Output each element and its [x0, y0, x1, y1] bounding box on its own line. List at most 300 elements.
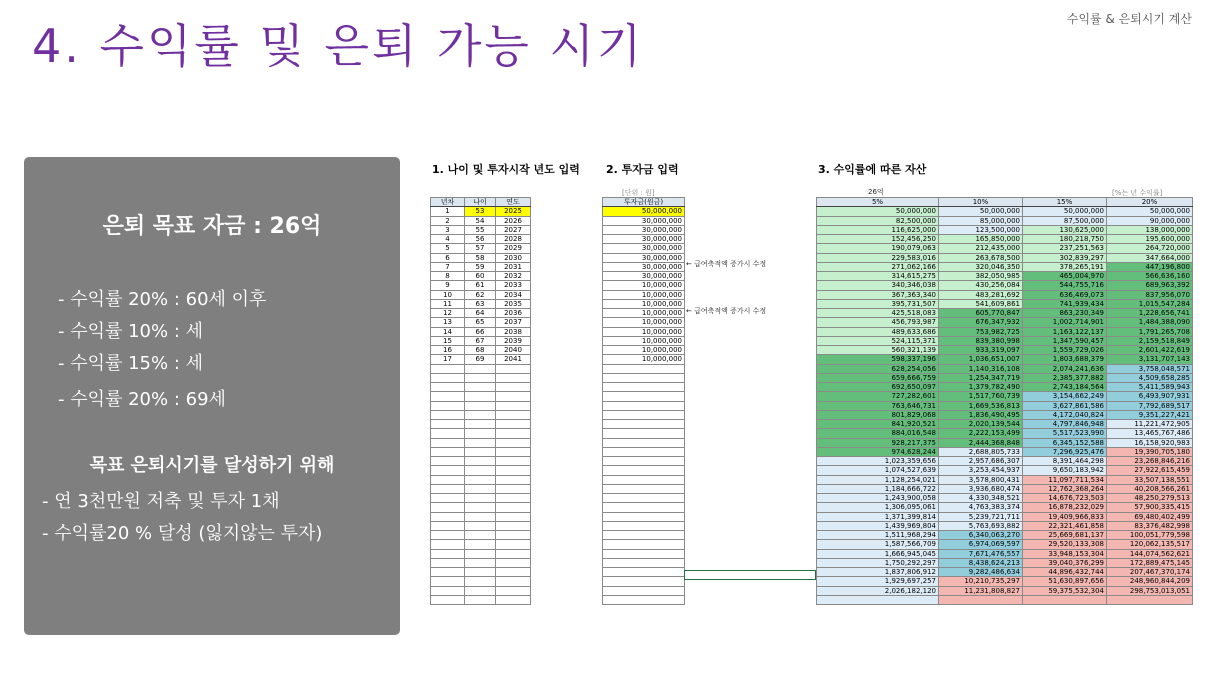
table-row	[431, 253, 531, 262]
table-cell	[465, 577, 496, 586]
table-row	[431, 373, 531, 382]
table-cell: 152,456,250	[817, 235, 939, 244]
table-cell: 10,210,735,297	[939, 577, 1023, 586]
table-row	[817, 235, 1193, 244]
table-row	[603, 558, 685, 567]
table-row	[603, 521, 685, 530]
table-row	[603, 216, 685, 225]
table-row	[603, 401, 685, 410]
table-cell: 50,000,000	[603, 207, 685, 216]
table-row	[431, 457, 531, 466]
table-row	[817, 327, 1193, 336]
table-cell: 30,000,000	[603, 272, 685, 281]
table-cell: 190,079,063	[817, 244, 939, 253]
table-cell: 456,793,987	[817, 318, 939, 327]
table-cell: 2038	[496, 327, 531, 336]
asset-table	[816, 197, 1193, 605]
table-cell: 1,587,566,709	[817, 540, 939, 549]
table-cell	[465, 429, 496, 438]
plan-item-2: - 수익률20 % 달성 (잃지않는 투자)	[42, 523, 323, 544]
table-row	[431, 383, 531, 392]
table-cell: 1	[431, 207, 465, 216]
table-row	[817, 447, 1193, 456]
col-header-invest: 투자금(원금)	[603, 198, 685, 207]
table-cell	[465, 549, 496, 558]
table-cell	[431, 521, 465, 530]
table-cell: 8,438,624,213	[939, 558, 1023, 567]
table-cell	[603, 429, 685, 438]
table-row	[603, 327, 685, 336]
table-cell	[431, 586, 465, 595]
table-row	[817, 383, 1193, 392]
table-cell	[496, 373, 531, 382]
table-row	[431, 327, 531, 336]
table-cell: 58	[465, 253, 496, 262]
table-cell: 6,340,063,270	[939, 531, 1023, 540]
table-cell: 347,664,000	[1107, 253, 1193, 262]
table-cell	[603, 447, 685, 456]
table-cell: 25,669,681,137	[1023, 531, 1107, 540]
table-cell: 69	[465, 355, 496, 364]
table-row	[817, 558, 1193, 567]
table-row	[817, 253, 1193, 262]
table-row	[603, 244, 685, 253]
table-row	[431, 216, 531, 225]
age-year-table	[430, 197, 531, 605]
table-cell: 3,131,707,143	[1107, 355, 1193, 364]
table-cell: 120,062,135,517	[1107, 540, 1193, 549]
table-row	[431, 207, 531, 216]
table-cell: 1,074,527,639	[817, 466, 939, 475]
col-header-rate: 20%	[1107, 198, 1193, 207]
table-cell	[431, 531, 465, 540]
table-cell: 10,000,000	[603, 290, 685, 299]
table-cell: 7,792,689,517	[1107, 401, 1193, 410]
table-cell: 425,518,083	[817, 309, 939, 318]
table-cell: 2037	[496, 318, 531, 327]
table-cell: 30,000,000	[603, 244, 685, 253]
table-cell	[465, 401, 496, 410]
table-cell: 884,016,548	[817, 429, 939, 438]
table-row	[817, 457, 1193, 466]
table-cell: 27,922,615,459	[1107, 466, 1193, 475]
table-cell: 1,015,547,284	[1107, 299, 1193, 308]
table-cell	[603, 484, 685, 493]
table-cell	[465, 410, 496, 419]
rate-line-1: - 수익률 20% : 60세 이후	[58, 289, 267, 310]
table-cell: 1,023,359,656	[817, 457, 939, 466]
table-cell	[496, 410, 531, 419]
table-cell: 2,159,518,849	[1107, 336, 1193, 345]
table-cell	[465, 484, 496, 493]
table-row	[431, 235, 531, 244]
table-cell: 55	[465, 225, 496, 234]
table-cell: 10,000,000	[603, 281, 685, 290]
table-cell	[431, 512, 465, 521]
table-cell: 1,254,347,719	[939, 373, 1023, 382]
table-cell	[817, 595, 939, 604]
table-cell	[465, 503, 496, 512]
table-row	[817, 318, 1193, 327]
table-cell: 6,345,152,588	[1023, 438, 1107, 447]
table-cell: 180,218,750	[1023, 235, 1107, 244]
table-cell	[465, 531, 496, 540]
table-cell: 50,000,000	[939, 207, 1023, 216]
table-row	[817, 364, 1193, 373]
table-cell: 524,115,371	[817, 336, 939, 345]
section1-title: 1. 나이 및 투자시작 년도 입력	[432, 163, 580, 176]
table-cell: 2027	[496, 225, 531, 234]
table-row	[603, 475, 685, 484]
table-cell	[603, 549, 685, 558]
table-cell	[603, 401, 685, 410]
table-cell: 207,467,370,174	[1107, 568, 1193, 577]
table-cell: 17	[431, 355, 465, 364]
table-cell: 54	[465, 216, 496, 225]
summary-box	[24, 157, 400, 635]
table-row	[431, 225, 531, 234]
table-cell: 4,509,658,285	[1107, 373, 1193, 382]
table-cell: 29,520,133,308	[1023, 540, 1107, 549]
table-cell: 7,671,476,557	[939, 549, 1023, 558]
table-cell: 367,363,340	[817, 290, 939, 299]
table-cell	[431, 595, 465, 604]
page-title: 4. 수익률 및 은퇴 가능 시기	[32, 19, 645, 73]
table-cell: 3	[431, 225, 465, 234]
table-row	[603, 392, 685, 401]
table-cell: 138,000,000	[1107, 225, 1193, 234]
table-cell: 8,391,464,298	[1023, 457, 1107, 466]
table-cell	[603, 558, 685, 567]
table-row	[603, 484, 685, 493]
table-cell: 130,625,000	[1023, 225, 1107, 234]
table-cell: 7,296,925,476	[1023, 447, 1107, 456]
table-cell	[603, 457, 685, 466]
table-cell: 10,000,000	[603, 309, 685, 318]
table-row	[431, 438, 531, 447]
table-cell: 1,803,688,379	[1023, 355, 1107, 364]
table-row	[817, 549, 1193, 558]
spreadsheet-image	[428, 155, 1198, 625]
table-cell: 636,469,073	[1023, 290, 1107, 299]
table-cell: 229,583,016	[817, 253, 939, 262]
table-cell	[603, 392, 685, 401]
table-row	[817, 299, 1193, 308]
table-cell	[431, 457, 465, 466]
table-cell: 465,004,970	[1023, 272, 1107, 281]
table-cell: 4	[431, 235, 465, 244]
table-row	[431, 503, 531, 512]
table-cell: 3,627,861,586	[1023, 401, 1107, 410]
table-cell: 1,002,714,901	[1023, 318, 1107, 327]
table-row	[817, 272, 1193, 281]
table-cell	[496, 466, 531, 475]
table-cell	[496, 392, 531, 401]
table-cell: 5,763,693,882	[939, 521, 1023, 530]
note-1: ← 급여축적액 증가시 수정	[686, 260, 767, 268]
table-cell: 598,337,196	[817, 355, 939, 364]
table-row	[817, 309, 1193, 318]
table-row	[817, 262, 1193, 271]
table-cell: 10,000,000	[603, 299, 685, 308]
table-row	[431, 272, 531, 281]
table-cell: 195,600,000	[1107, 235, 1193, 244]
table-cell: 2036	[496, 309, 531, 318]
table-cell: 928,217,375	[817, 438, 939, 447]
table-row	[817, 540, 1193, 549]
table-cell: 2039	[496, 336, 531, 345]
table-cell: 302,839,297	[1023, 253, 1107, 262]
table-row	[817, 401, 1193, 410]
table-cell	[431, 429, 465, 438]
table-cell: 605,770,847	[939, 309, 1023, 318]
table-row	[603, 364, 685, 373]
table-cell	[496, 484, 531, 493]
table-cell: 1,517,760,739	[939, 392, 1023, 401]
table-row	[817, 531, 1193, 540]
table-row	[817, 225, 1193, 234]
table-cell: 51,630,897,656	[1023, 577, 1107, 586]
table-row	[603, 207, 685, 216]
table-cell: 4,330,348,521	[939, 494, 1023, 503]
table-cell	[603, 503, 685, 512]
table-cell	[431, 447, 465, 456]
table-row	[603, 429, 685, 438]
table-cell: 30,000,000	[603, 216, 685, 225]
table-cell: 82,500,000	[817, 216, 939, 225]
table-cell: 2,020,139,544	[939, 420, 1023, 429]
table-cell	[496, 401, 531, 410]
table-row	[603, 512, 685, 521]
table-cell: 12,762,368,264	[1023, 484, 1107, 493]
table-cell: 801,829,068	[817, 410, 939, 419]
table-cell: 4,172,040,824	[1023, 410, 1107, 419]
table-cell: 212,435,000	[939, 244, 1023, 253]
table-cell	[496, 494, 531, 503]
table-row	[817, 512, 1193, 521]
table-row	[603, 410, 685, 419]
table-row	[431, 420, 531, 429]
table-cell: 57	[465, 244, 496, 253]
table-cell: 933,319,097	[939, 346, 1023, 355]
table-row	[603, 540, 685, 549]
header-row	[603, 198, 685, 207]
table-row	[431, 290, 531, 299]
table-cell: 5,517,523,990	[1023, 429, 1107, 438]
table-cell: 63	[465, 299, 496, 308]
table-cell: 61	[465, 281, 496, 290]
table-cell: 863,230,349	[1023, 309, 1107, 318]
table-cell: 10,000,000	[603, 327, 685, 336]
table-cell: 1,036,651,007	[939, 355, 1023, 364]
table-cell	[465, 457, 496, 466]
table-cell: 2040	[496, 346, 531, 355]
table-cell: 30,000,000	[603, 262, 685, 271]
table-cell: 16,878,232,029	[1023, 503, 1107, 512]
table-cell: 83,376,482,998	[1107, 521, 1193, 530]
table-cell: 1,243,900,058	[817, 494, 939, 503]
table-cell: 382,050,985	[939, 272, 1023, 281]
table-cell: 9,650,183,942	[1023, 466, 1107, 475]
table-cell	[603, 512, 685, 521]
table-cell: 1,836,490,495	[939, 410, 1023, 419]
table-cell: 3,936,680,474	[939, 484, 1023, 493]
table-cell: 85,000,000	[939, 216, 1023, 225]
table-row	[817, 494, 1193, 503]
table-cell: 2,601,422,619	[1107, 346, 1193, 355]
table-cell: 50,000,000	[1023, 207, 1107, 216]
table-row	[603, 225, 685, 234]
table-cell	[431, 549, 465, 558]
table-cell: 2030	[496, 253, 531, 262]
table-cell	[603, 531, 685, 540]
table-cell: 50,000,000	[817, 207, 939, 216]
table-cell: 2,444,368,848	[939, 438, 1023, 447]
table-cell: 1,140,316,108	[939, 364, 1023, 373]
table-row	[431, 558, 531, 567]
table-row	[817, 392, 1193, 401]
table-cell	[431, 577, 465, 586]
table-cell: 395,731,507	[817, 299, 939, 308]
table-cell	[431, 540, 465, 549]
table-row	[603, 272, 685, 281]
table-cell: 566,636,160	[1107, 272, 1193, 281]
table-row	[603, 373, 685, 382]
table-cell	[465, 512, 496, 521]
table-cell: 59,375,532,304	[1023, 586, 1107, 595]
table-cell: 378,265,191	[1023, 262, 1107, 271]
table-cell	[496, 420, 531, 429]
table-cell: 165,850,000	[939, 235, 1023, 244]
table-cell: 6	[431, 253, 465, 262]
table-row	[817, 521, 1193, 530]
table-cell	[939, 595, 1023, 604]
table-row	[431, 355, 531, 364]
table-row	[431, 336, 531, 345]
table-cell: 1,484,388,090	[1107, 318, 1193, 327]
table-cell	[465, 364, 496, 373]
table-cell	[431, 364, 465, 373]
section3-title: 3. 수익률에 따른 자산	[818, 163, 927, 176]
table-cell: 841,920,521	[817, 420, 939, 429]
table-cell: 172,889,475,145	[1107, 558, 1193, 567]
table-cell: 2029	[496, 244, 531, 253]
table-cell: 3,758,048,571	[1107, 364, 1193, 373]
table-cell: 2035	[496, 299, 531, 308]
table-cell: 9	[431, 281, 465, 290]
col-header-year-no: 년차	[431, 198, 465, 207]
table-cell: 2026	[496, 216, 531, 225]
table-cell	[603, 577, 685, 586]
table-cell: 2,385,377,882	[1023, 373, 1107, 382]
table-cell: 67	[465, 336, 496, 345]
table-row	[603, 281, 685, 290]
table-cell	[603, 410, 685, 419]
table-cell: 628,254,056	[817, 364, 939, 373]
table-cell	[431, 438, 465, 447]
table-cell	[465, 568, 496, 577]
table-cell	[496, 577, 531, 586]
table-row	[431, 281, 531, 290]
table-cell: 974,628,244	[817, 447, 939, 456]
table-cell: 560,321,139	[817, 346, 939, 355]
rate-line-4: - 수익률 20% : 69세	[58, 389, 226, 410]
table-cell	[603, 420, 685, 429]
table-cell: 1,669,536,813	[939, 401, 1023, 410]
table-cell: 248,960,844,209	[1107, 577, 1193, 586]
table-row	[431, 475, 531, 484]
table-cell: 11,221,472,905	[1107, 420, 1193, 429]
table-cell: 11,231,808,827	[939, 586, 1023, 595]
table-row	[431, 531, 531, 540]
table-cell	[431, 383, 465, 392]
table-cell	[1023, 595, 1107, 604]
table-cell: 30,000,000	[603, 253, 685, 262]
table-row	[603, 457, 685, 466]
table-cell	[465, 392, 496, 401]
table-cell	[496, 586, 531, 595]
table-cell	[496, 558, 531, 567]
table-cell: 298,753,013,051	[1107, 586, 1193, 595]
table-row	[431, 595, 531, 604]
table-cell	[496, 364, 531, 373]
table-cell	[496, 438, 531, 447]
table-cell	[431, 466, 465, 475]
table-cell: 1,439,969,804	[817, 521, 939, 530]
table-cell: 2,222,153,499	[939, 429, 1023, 438]
table-cell: 123,500,000	[939, 225, 1023, 234]
table-cell	[431, 568, 465, 577]
table-row	[603, 346, 685, 355]
table-cell	[496, 457, 531, 466]
table-cell	[496, 540, 531, 549]
table-cell: 69,480,402,499	[1107, 512, 1193, 521]
table-cell: 659,666,759	[817, 373, 939, 382]
table-cell: 2,026,182,120	[817, 586, 939, 595]
table-cell: 763,646,731	[817, 401, 939, 410]
table-cell: 6,974,069,597	[939, 540, 1023, 549]
table-cell: 2	[431, 216, 465, 225]
table-cell: 263,678,500	[939, 253, 1023, 262]
table-cell	[496, 503, 531, 512]
rate-note: [%는 년 수익률]	[1112, 189, 1163, 197]
table-cell	[465, 521, 496, 530]
table-row	[817, 438, 1193, 447]
table-cell	[465, 540, 496, 549]
table-cell	[603, 586, 685, 595]
table-cell: 13,465,767,486	[1107, 429, 1193, 438]
table-cell: 753,982,725	[939, 327, 1023, 336]
table-cell	[603, 521, 685, 530]
table-cell	[465, 447, 496, 456]
table-row	[431, 568, 531, 577]
table-row	[817, 420, 1193, 429]
table-cell: 4,763,383,374	[939, 503, 1023, 512]
table-row	[817, 207, 1193, 216]
header-row	[817, 198, 1193, 207]
table-cell	[431, 558, 465, 567]
table-row	[603, 235, 685, 244]
table-cell: 5,239,721,711	[939, 512, 1023, 521]
cell-selection	[684, 570, 816, 580]
table-row	[431, 346, 531, 355]
table-cell: 10,000,000	[603, 318, 685, 327]
table-row	[817, 410, 1193, 419]
table-cell: 5	[431, 244, 465, 253]
table-row	[817, 577, 1193, 586]
table-row	[603, 549, 685, 558]
table-cell	[496, 531, 531, 540]
